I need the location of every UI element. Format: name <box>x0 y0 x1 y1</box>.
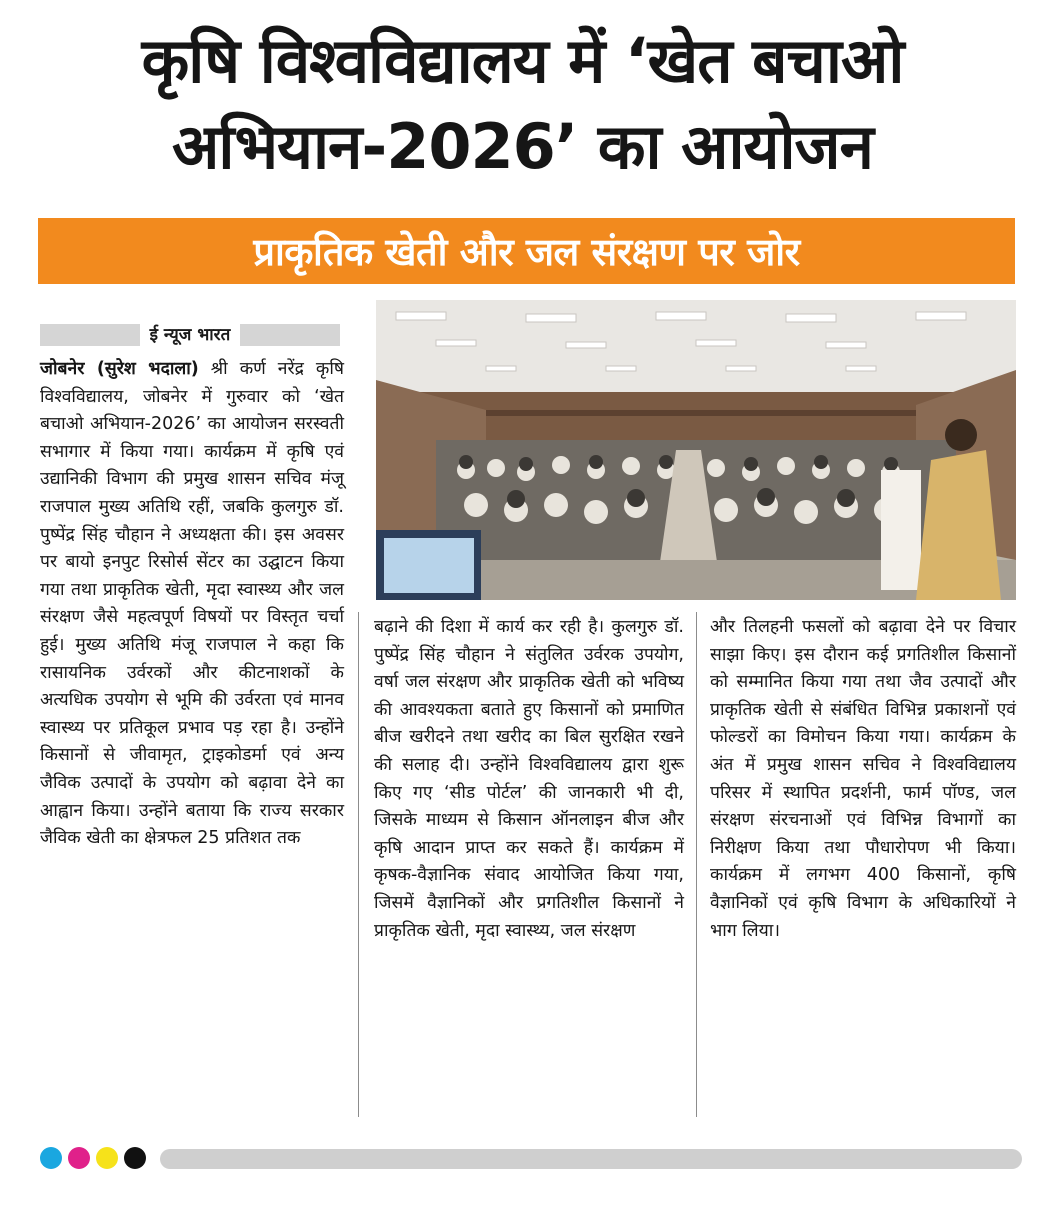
event-photo <box>376 300 1016 600</box>
column-divider <box>696 612 697 1117</box>
byline-label: ई न्यूज भारत <box>140 324 241 346</box>
column-divider <box>358 612 359 1117</box>
article-column-3: और तिलहनी फसलों को बढ़ावा देने पर विचार साझा किए। इस दौरान कई प्रगतिशील किसानों को सम्मानित किया गया तथा जैव उत्पादों और प्राकृतिक खेती से संबंधित विभिन्न प्रकाशनों एवं फोल्डरों का विमोचन किया गया। कार्यक्रम के अंत में प्रमुख शासन सचिव ने विश्वविद्यालय परिसर में स्थापित प्रदर्शनी, फार्म पॉण्ड, जल संरक्षण संरचनाओं एवं विभिन्न विभागों का निरीक्षण किया तथा पौधारोपण भी किया। कार्यक्रम में लगभग 400 किसानों, कृषि वैज्ञानिकों एवं कृषि विभाग के अधिकारियों ने भाग लिया। <box>710 617 1016 941</box>
byline <box>40 324 340 346</box>
article-column-1 <box>40 356 344 853</box>
black-registration-dot <box>124 1147 146 1169</box>
headline: कृषि विश्वविद्यालय में ‘खेत बचाओ अभियान-2026’ का आयोजन <box>141 24 904 183</box>
cyan-registration-dot <box>40 1147 62 1169</box>
dateline: जोबनेर (सुरेश भदाला) <box>40 359 199 379</box>
print-margin-bar <box>160 1149 1022 1169</box>
yellow-registration-dot <box>96 1147 118 1169</box>
magenta-registration-dot <box>68 1147 90 1169</box>
column-1-text: श्री कर्ण नरेंद्र कृषि विश्वविद्यालय, जोबनेर में गुरुवार को ‘खेत बचाओ अभियान-2026’ का आयोजन सरस्वती सभागार में किया गया। कार्यक्रम में कृषि एवं उद्यानिकी विभाग की प्रमुख शासन सचिव मंजू राजपाल मुख्य अतिथि रहीं, जबकि कुलगुरु डॉ. पुष्पेंद्र सिंह चौहान ने अध्यक्षता की। इस अवसर पर बायो इनपुट रिसोर्स सेंटर का उद्घाटन किया गया तथा प्राकृतिक खेती, मृदा स्वास्थ्य और जल संरक्षण जैसे महत्वपूर्ण विषयों पर विस्तृत चर्चा हुई। मुख्य अतिथि मंजू राजपाल ने कहा कि रासायनिक उर्वरकों और कीटनाशकों के अत्यधिक उपयोग से भूमि की उर्वरता एवं मानव स्वास्थ्य पर प्रतिकूल प्रभाव पड़ रहा है। उन्होंने किसानों से जीवामृत, ट्राइकोडर्मा एवं अन्य जैविक उत्पादों के उपयोग को बढ़ावा देने का आह्वान किया। उन्होंने बताया कि राज्य सरकार जैविक खेती का क्षेत्रफल 25 प्रतिशत तक <box>40 359 344 849</box>
auditorium-photo-illustration <box>376 300 1016 600</box>
subheadline: प्राकृतिक खेती और जल संरक्षण पर जोर <box>253 230 800 274</box>
article-column-2: बढ़ाने की दिशा में कार्य कर रही है। कुलगुरु डॉ. पुष्पेंद्र सिंह चौहान ने संतुलित उर्वरक उपयोग, वर्षा जल संरक्षण और प्राकृतिक खेती को भविष्य की आवश्यकता बताते हुए किसानों को प्रमाणित बीज खरीदने तथा खरीद का बिल सुरक्षित रखने की सलाह दी। उन्होंने विश्वविद्यालय द्वारा शुरू किए गए ‘सीड पोर्टल’ की जानकारी भी दी, जिसके माध्यम से किसान ऑनलाइन बीज और कृषि आदान प्राप्त कर सकते हैं। कार्यक्रम में कृषक-वैज्ञानिक संवाद आयोजित किया गया, जिसमें वैज्ञानिकों और प्रगतिशील किसानों ने प्राकृतिक खेती, मृदा स्वास्थ्य, जल संरक्षण <box>374 617 684 941</box>
registration-marks <box>40 1147 146 1169</box>
subheadline-banner <box>38 218 1015 284</box>
